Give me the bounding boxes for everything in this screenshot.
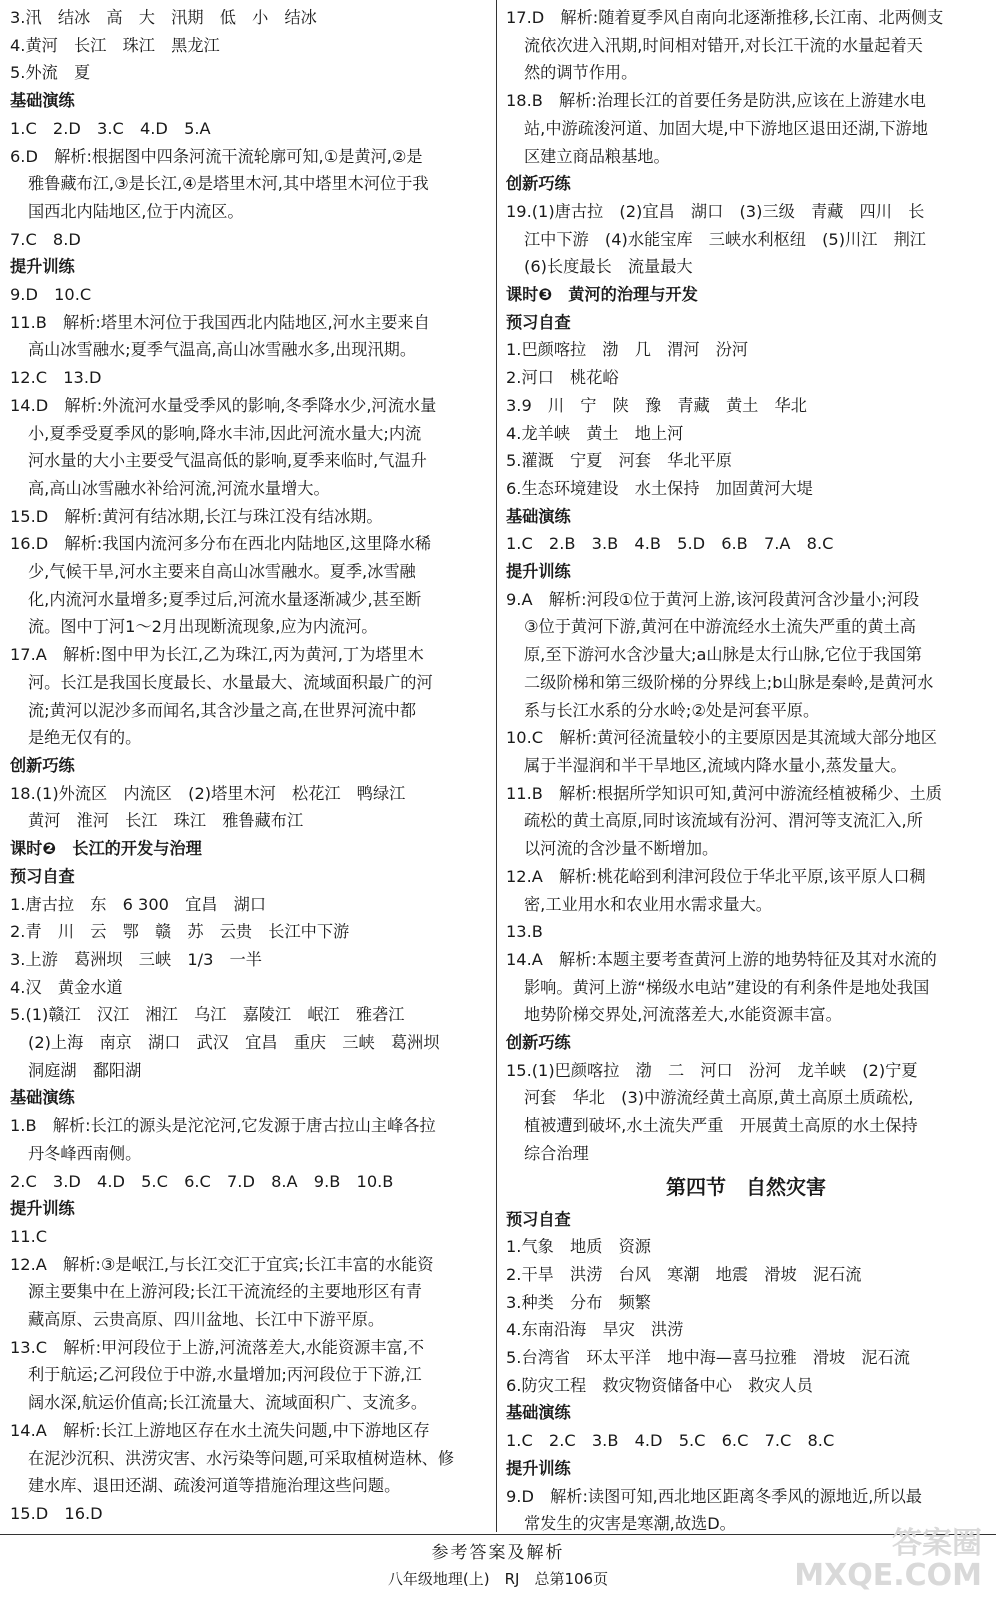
answer-line: 流依次进入汛期,时间相对错开,对长江干流的水量起着天 (524, 35, 923, 55)
answer-line: 15.D 解析:黄河有结冰期,长江与珠江没有结冰期。 (10, 506, 383, 526)
section-heading: 创新巧练 (506, 1033, 571, 1053)
answer-line: 2.干旱 洪涝 台风 寒潮 地震 滑坡 泥石流 (506, 1264, 862, 1284)
answer-line: 2.青 川 云 鄂 赣 苏 云贵 长江中下游 (10, 922, 350, 942)
answer-line: 高山冰雪融水;夏季气温高,高山冰雪融水多,出现汛期。 (28, 340, 417, 360)
answer-line: 14.D 解析:外流河水量受季风的影响,冬季降水少,河流水量 (10, 395, 437, 415)
answer-line: 4.汉 黄金水道 (10, 977, 123, 997)
answer-line: 区建立商品粮基地。 (524, 146, 670, 166)
answer-line: 属于半湿润和半干旱地区,流域内降水量小,蒸发量大。 (524, 755, 907, 775)
answer-line: 9.D 解析:读图可知,西北地区距离冬季风的源地近,所以最 (506, 1486, 922, 1506)
answer-line: 1.C 2.C 3.B 4.D 5.C 6.C 7.C 8.C (506, 1431, 835, 1451)
answer-line: 6.D 解析:根据图中四条河流干流轮廓可知,①是黄河,②是 (10, 146, 423, 166)
section-heading: 创新巧练 (10, 755, 75, 775)
answer-line: 17.D 解析:随着夏季风自南向北逐渐推移,长江南、北两侧支 (506, 8, 944, 27)
answer-line: 16.D 解析:我国内流河多分布在西北内陆地区,这里降水稀 (10, 534, 432, 554)
left-column (10, 4, 486, 1540)
answer-line: 12.A 解析:桃花峪到利津河段位于华北平原,该平原人口稠 (506, 866, 926, 886)
answer-line: 5.台湾省 环太平洋 地中海—喜马拉雅 滑坡 泥石流 (506, 1348, 910, 1368)
answer-line: 国西北内陆地区,位于内流区。 (28, 201, 244, 221)
column-divider (496, 0, 497, 1532)
answer-line: 18.B 解析:治理长江的首要任务是防洪,应该在上游建水电 (506, 91, 926, 111)
section-heading: 提升训练 (506, 562, 571, 582)
answer-line: 14.A 解析:长江上游地区存在水土流失问题,中下游地区存 (10, 1420, 430, 1440)
answer-line: 建水库、退田还湖、疏浚河道等措施治理这些问题。 (28, 1476, 401, 1496)
answer-line: 3.汛 结冰 高 大 汛期 低 小 结冰 (10, 8, 317, 27)
section-heading: 预习自查 (10, 866, 75, 886)
section-heading: 基础演练 (10, 1088, 75, 1108)
answer-line: 13.C 解析:甲河段位于上游,河流落差大,水能资源丰富,不 (10, 1337, 425, 1357)
answer-line: 河套 华北 (3)中游流经黄土高原,黄土高原土质疏松, (524, 1088, 914, 1108)
answer-line: 10.C 解析:黄河径流量较小的主要原因是其流域大部分地区 (506, 728, 937, 748)
answer-line: 5.(1)赣江 汉江 湘江 乌江 嘉陵江 岷江 雅砻江 (10, 1005, 405, 1025)
answer-line: 以河流的含沙量不断增加。 (524, 839, 719, 859)
section-heading: 基础演练 (506, 1403, 571, 1423)
answer-line: 6.生态环境建设 水土保持 加固黄河大堤 (506, 478, 813, 498)
answer-line: 4.黄河 长江 珠江 黑龙江 (10, 35, 220, 55)
answer-line: 3.9 川 宁 陕 豫 青藏 黄土 华北 (506, 395, 807, 415)
answer-line: 1.唐古拉 东 6 300 宜昌 湖口 (10, 894, 267, 914)
footer-title: 参考答案及解析 (431, 1543, 565, 1563)
answer-line: 2.河口 桃花峪 (506, 368, 619, 388)
section-heading: 课时❷ 长江的开发与治理 (10, 839, 202, 859)
watermark-line-2: MXQE.COM (794, 1558, 982, 1593)
answer-line: 15.(1)巴颜喀拉 渤 二 河口 汾河 龙羊峡 (2)宁夏 (506, 1060, 918, 1080)
answer-line: 15.D 16.D (10, 1503, 103, 1523)
answer-line: 9.A 解析:河段①位于黄河上游,该河段黄河含沙量小;河段 (506, 589, 920, 609)
answer-line: 黄河 淮河 长江 珠江 雅鲁藏布江 (28, 811, 304, 831)
section-heading: 提升训练 (506, 1458, 571, 1478)
answer-line: 密,工业用水和农业用水需求量大。 (524, 894, 772, 914)
answer-line: 雅鲁藏布江,③是长江,④是塔里木河,其中塔里木河位于我 (28, 174, 429, 194)
answer-line: 站,中游疏浚河道、加固大堤,中下游地区退田还湖,下游地 (524, 118, 928, 138)
answer-line: 综合治理 (524, 1143, 589, 1163)
watermark-logo (794, 1528, 982, 1592)
answer-line: 1.B 解析:长江的源头是沱沱河,它发源于唐古拉山主峰各拉 (10, 1116, 436, 1136)
answer-line: ③位于黄河下游,黄河在中游流经水土流失严重的黄土高 (524, 617, 916, 637)
answer-line: 植被遭到破坏,水土流失严重 开展黄土高原的水土保持 (524, 1116, 918, 1136)
answer-line: 在泥沙沉积、洪涝灾害、水污染等问题,可采取植树造林、修 (28, 1448, 455, 1468)
answer-line: 系与长江水系的分水岭;②处是河套平原。 (524, 700, 820, 720)
section-heading: 基础演练 (506, 506, 571, 526)
answer-line: 疏松的黄土高原,同时该流域有汾河、渭河等支流汇入,所 (524, 811, 923, 831)
footer-subtitle: 八年级地理(上) RJ 总第106页 (387, 1570, 609, 1588)
section-heading: 预习自查 (506, 312, 571, 332)
answer-line: 原,至下游河水含沙量大;a山脉是太行山脉,它位于我国第 (524, 645, 922, 665)
answer-line: 4.龙羊峡 黄土 地上河 (506, 423, 684, 443)
answer-line: 地势阶梯交界处,河流落差大,水能资源丰富。 (524, 1005, 842, 1025)
answer-line: 江中下游 (4)水能宝库 三峡水利枢纽 (5)川江 荆江 (524, 229, 926, 249)
answer-line: 1.C 2.B 3.B 4.B 5.D 6.B 7.A 8.C (506, 534, 834, 554)
answer-line: 3.种类 分布 频繁 (506, 1292, 651, 1312)
answer-line: 11.B 解析:塔里木河位于我国西北内陆地区,河水主要来自 (10, 312, 430, 332)
answer-line: 3.上游 葛洲坝 三峡 1/3 一半 (10, 949, 262, 969)
answer-line: (6)长度最长 流量最大 (524, 257, 693, 277)
section-heading: 基础演练 (10, 91, 75, 111)
answer-line: 洞庭湖 鄱阳湖 (28, 1060, 142, 1080)
answer-line: 河。长江是我国长度最长、水量最大、流域面积最广的河 (28, 672, 433, 692)
answer-line: 4.东南沿海 旱灾 洪涝 (506, 1320, 684, 1340)
answer-line: 17.A 解析:图中甲为长江,乙为珠江,丙为黄河,丁为塔里木 (10, 645, 424, 665)
answer-line: 丹冬峰西南侧。 (28, 1143, 142, 1163)
answer-line: 14.A 解析:本题主要考查黄河上游的地势特征及其对水流的 (506, 949, 937, 969)
answer-line: 5.外流 夏 (10, 63, 91, 83)
answer-line: 5.灌溉 宁夏 河套 华北平原 (506, 451, 732, 471)
answer-line: 1.气象 地质 资源 (506, 1237, 651, 1257)
watermark-line-1: 答案圈 (892, 1526, 982, 1561)
answer-line: 6.防灾工程 救灾物资储备中心 救灾人员 (506, 1375, 813, 1395)
answer-line: 流。图中丁河1～2月出现断流现象,应为内流河。 (28, 617, 378, 637)
section-heading: 课时❸ 黄河的治理与开发 (506, 285, 698, 305)
answer-line: 11.C (10, 1226, 48, 1246)
answer-line: 流;黄河以泥沙多而闻名,其含沙量之高,在世界河流中都 (28, 700, 417, 720)
answer-line: 1.巴颜喀拉 渤 几 渭河 汾河 (506, 340, 749, 360)
answer-line: 少,气候干旱,河水主要来自高山冰雪融水。夏季,冰雪融 (28, 562, 416, 582)
answer-line: 12.A 解析:③是岷江,与长江交汇于宜宾;长江丰富的水能资 (10, 1254, 434, 1274)
answer-line: 小,夏季受夏季风的影响,降水丰沛,因此河流水量大;内流 (28, 423, 422, 443)
answer-line: 2.C 3.D 4.D 5.C 6.C 7.D 8.A 9.B 10.B (10, 1171, 394, 1191)
answer-line: 阔水深,航运价值高;长江流量大、流域面积广、支流多。 (28, 1393, 428, 1413)
answer-line: 9.D 10.C (10, 285, 92, 305)
answer-line: 11.B 解析:根据所学知识可知,黄河中游流经植被稀少、土质 (506, 783, 942, 803)
section-heading: 创新巧练 (506, 174, 571, 194)
answer-line: 常发生的灾害是寒潮,故选D。 (524, 1514, 736, 1534)
answer-line: 19.(1)唐古拉 (2)宜昌 湖口 (3)三级 青藏 四川 长 (506, 201, 925, 221)
answer-line: 高,高山冰雪融水补给河流,河流水量增大。 (28, 478, 330, 498)
answer-line: 藏高原、云贵高原、四川盆地、长江中下游平原。 (28, 1310, 385, 1330)
answer-line: 12.C 13.D (10, 368, 102, 388)
right-column (506, 4, 986, 1540)
answer-line: 河水量的大小主要受气温高低的影响,夏季来临时,气温升 (28, 451, 427, 471)
answer-line: 13.B (506, 922, 543, 942)
answer-line: 利于航运;乙河段位于中游,水量增加;丙河段位于下游,江 (28, 1365, 422, 1385)
answer-line: 影响。黄河上游“梯级水电站”建设的有利条件是地处我国 (524, 977, 930, 997)
answer-line: 化,内流河水量增多;夏季过后,河流水量逐渐减少,甚至断 (28, 589, 422, 609)
section-heading: 提升训练 (10, 257, 75, 277)
section-heading: 预习自查 (506, 1209, 571, 1229)
answer-line: 二级阶梯和第三级阶梯的分界线上;b山脉是秦岭,是黄河水 (524, 672, 934, 692)
chapter-title: 第四节 自然灾害 (666, 1174, 826, 1199)
answer-line: 是绝无仅有的。 (28, 728, 142, 748)
answer-line: 然的调节作用。 (524, 63, 638, 83)
answer-line: 18.(1)外流区 内流区 (2)塔里木河 松花江 鸭绿江 (10, 783, 406, 803)
answer-line: 1.C 2.D 3.C 4.D 5.A (10, 118, 211, 138)
section-heading: 提升训练 (10, 1199, 75, 1219)
answer-line: 7.C 8.D (10, 229, 81, 249)
answer-line: 源主要集中在上游河段;长江干流流经的主要地形区有青 (28, 1282, 422, 1302)
answer-line: (2)上海 南京 湖口 武汉 宜昌 重庆 三峡 葛洲坝 (28, 1033, 440, 1053)
